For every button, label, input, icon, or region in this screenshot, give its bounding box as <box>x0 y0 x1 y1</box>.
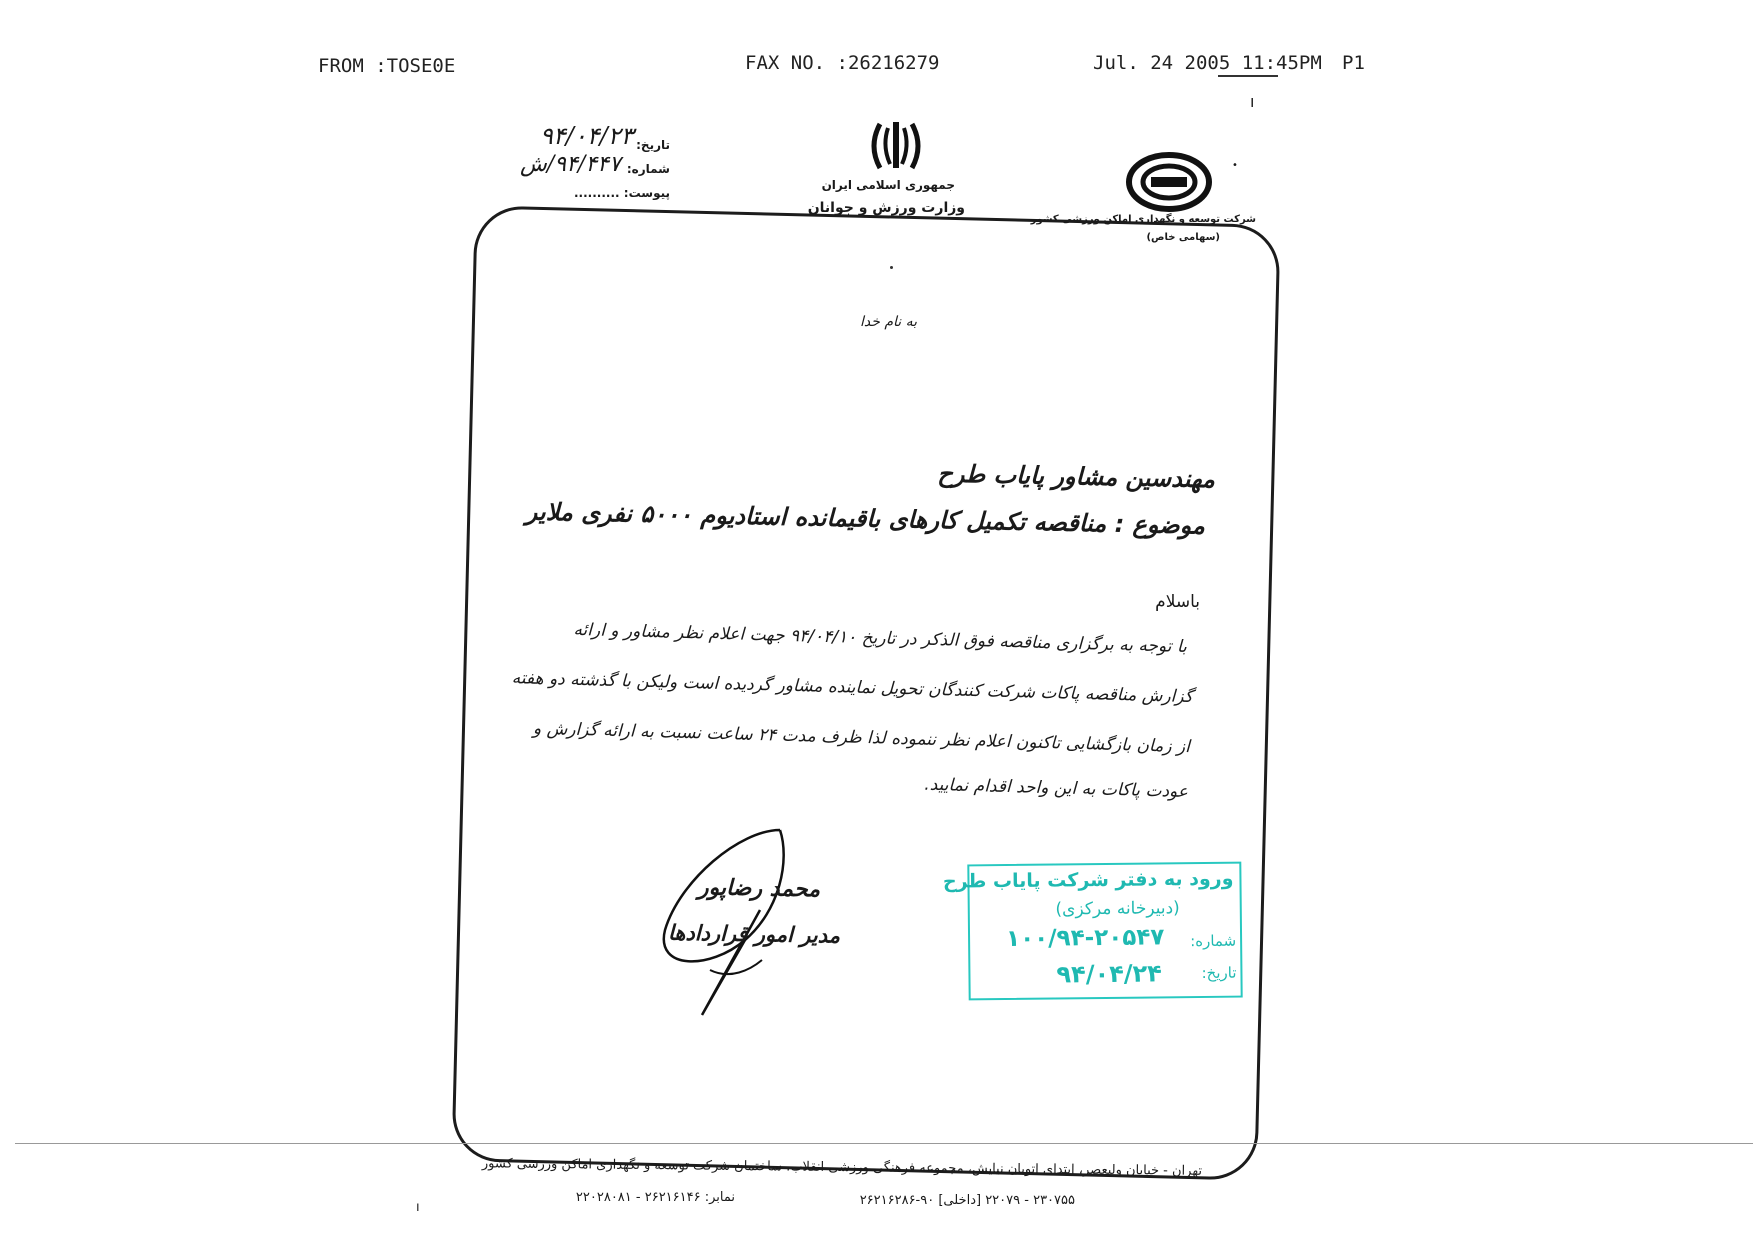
page-divider <box>15 1143 1753 1144</box>
fax-from: FROM :TOSE0E <box>318 55 456 77</box>
date-label: تاریخ: <box>636 138 670 152</box>
number-label: شماره: <box>626 162 670 176</box>
fax-number: FAX NO. :26216279 <box>745 52 940 74</box>
footer-address: تهران - خیابان ولیعصر، ابتدای اتوبان نیایش، مجموعه فرهنگی ورزشی انقلاب، ساختمان شرکت توسعه و نگهداری اماکن ورزشی کشور <box>481 1156 1203 1179</box>
footer-mark: ı <box>416 1200 420 1215</box>
company-logo-icon <box>1125 152 1213 212</box>
logo-mark: • <box>1232 160 1238 171</box>
date-handwritten: ۹۴/۰۴/۲۳ <box>540 122 634 150</box>
footer-fax: نمابر: ۲۶۲۱۶۱۴۶ - ۲۲۰۲۸۰۸۱ <box>575 1190 735 1205</box>
body-line-1: با توجه به برگزاری مناقصه فوق الذکر در تاریخ ۹۴/۰۴/۱۰ جهت اعلام نظر مشاور و ارائه <box>573 619 1188 658</box>
stamp-subtitle: (دبیرخانه مرکزی) <box>1055 898 1180 920</box>
stamp-number-value: ۱۰۰/۹۴-۲۰۵۴۷ <box>1005 924 1165 953</box>
ministry-name: وزارت ورزش و جوانان <box>807 200 965 216</box>
company-name: شرکت توسعه و نگهداری اماکن ورزشی کشور <box>1030 214 1256 225</box>
greeting: باسلام <box>1155 592 1200 612</box>
fax-datetime: Jul. 24 2005 11:45PM <box>1093 52 1322 74</box>
stamp-number-label: شماره: <box>1190 931 1237 951</box>
subject-line: موضوع : مناقصه تکمیل کارهای باقیمانده استادیوم ۵۰۰۰ نفری ملایر <box>525 497 1206 540</box>
fax-underline <box>1218 75 1278 77</box>
body-line-3: از زمان بازگشایی تاکنون اعلام نظر ننموده لذا ظرف مدت ۲۴ ساعت نسبت به ارائه گزارش و <box>532 718 1191 758</box>
speck <box>890 266 893 269</box>
footer-phones: ۲۳۰۷۵۵ - ۲۲۰۷۹ [داخلی] ۹۰-۲۶۲۱۶۲۸۶ <box>859 1193 1075 1208</box>
attachment-label: پیوست: .......... <box>574 186 670 200</box>
stamp-title: ورود به دفتر شرکت پایاب طرح <box>942 867 1234 893</box>
body-line-2: گزارش مناقصه پاکات شرکت کنندگان تحویل نماینده مشاور گردیده است ولیکن با گذشته دو هفته <box>511 668 1194 708</box>
stamp-date-value: ۹۴/۰۴/۲۴ <box>1056 959 1163 989</box>
invocation: به نام خدا <box>860 314 918 330</box>
signer-name: محمد رضاپور <box>697 875 821 903</box>
signer-title: مدیر امور قراردادها <box>667 920 841 948</box>
country-name: جمهوری اسلامی ایران <box>821 178 955 192</box>
number-handwritten: ۹۴/۴۴۷/ش <box>520 152 621 177</box>
company-type: (سهامی خاص) <box>1146 232 1220 243</box>
fax-page: P1 <box>1342 52 1365 74</box>
recipient: مهندسین مشاور پایاب طرح <box>937 459 1216 494</box>
received-stamp <box>942 862 1242 1001</box>
stamp-date-label: تاریخ: <box>1201 963 1237 982</box>
iran-emblem-icon <box>866 120 926 172</box>
letter-meta-block <box>520 118 670 198</box>
handwritten-tick: ı <box>1250 92 1255 111</box>
body-line-4: عودت پاکات به این واحد اقدام نمایید. <box>924 774 1189 803</box>
